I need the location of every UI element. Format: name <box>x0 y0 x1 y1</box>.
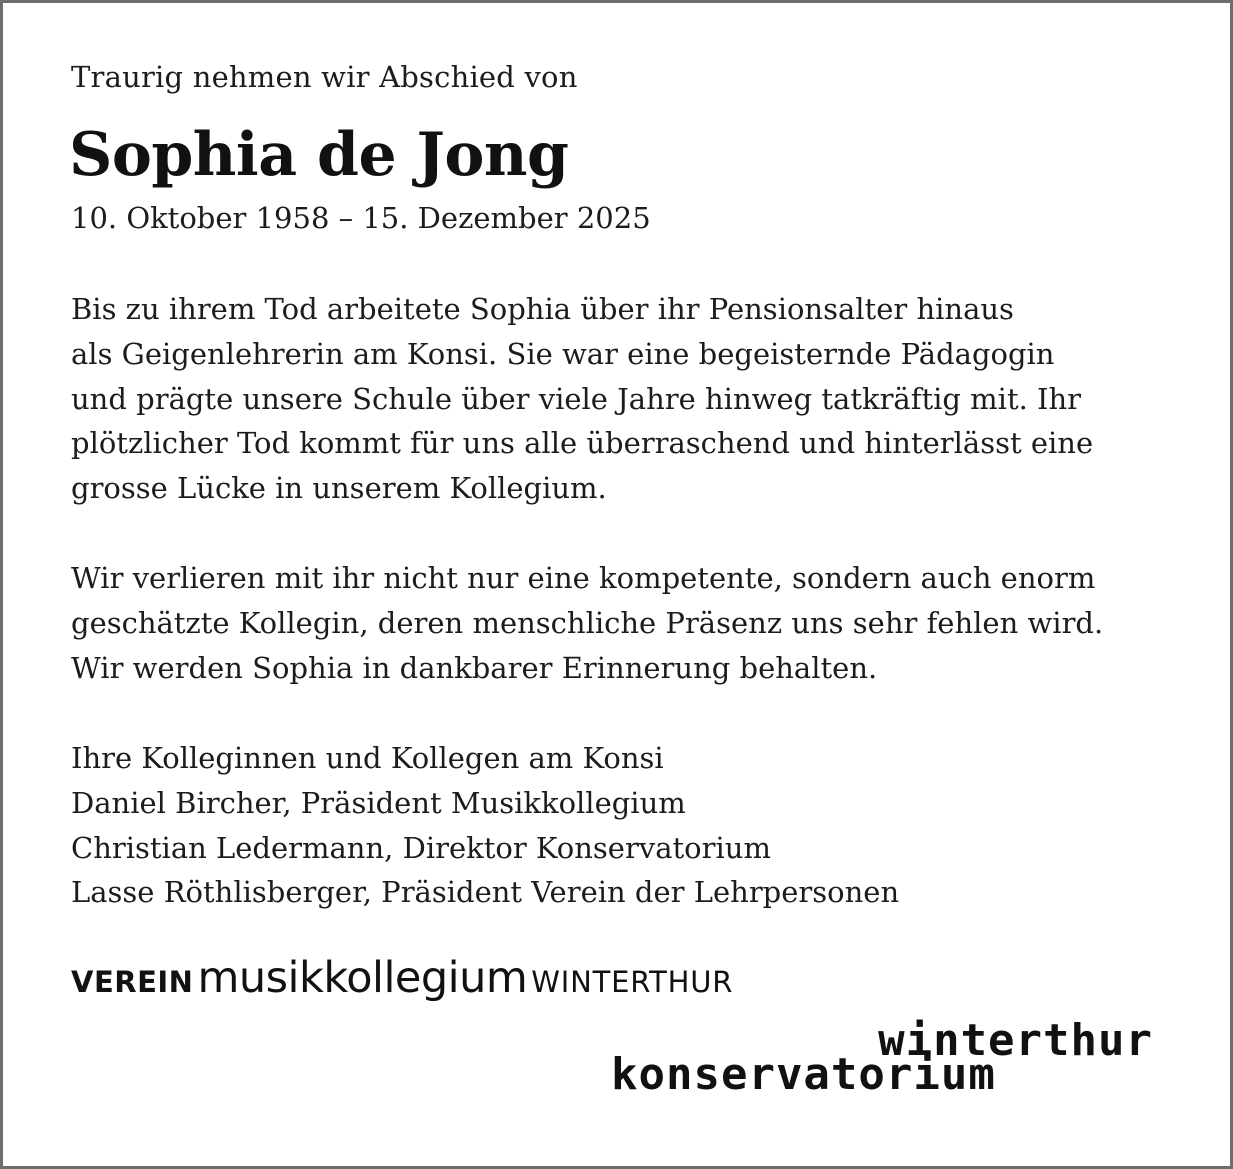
paragraph-line: als Geigenlehrerin am Konsi. Sie war eine begeisternde Pädagogin <box>71 336 1055 371</box>
deceased-name: Sophia de Jong <box>69 120 569 190</box>
life-dates: 10. Oktober 1958 – 15. Dezember 2025 <box>71 201 651 235</box>
paragraph-line: Wir verlieren mit ihr nicht nur eine kompetente, sondern auch enorm <box>71 561 1096 595</box>
logo-kons-konservatorium-text: konservatorium <box>611 1049 996 1100</box>
logo-verein-text: VEREIN <box>71 965 194 999</box>
paragraph-line: und prägte unsere Schule über viele Jahre hinweg tatkräftig mit. Ihr <box>71 381 1082 416</box>
paragraph-line: Wir werden Sophia in dankbarer Erinnerung behalten. <box>71 650 878 685</box>
paragraph-line: grosse Lücke in unserem Kollegium. <box>71 471 607 506</box>
logo-kons-winterthur-text: winterthur <box>878 1015 1153 1066</box>
paragraph-line: plötzlicher Tod kommt für uns alle überraschend und hinterlässt eine <box>71 426 1094 461</box>
logo-winterthur-text: WINTERTHUR <box>531 965 734 999</box>
paragraph-tribute <box>71 556 1103 690</box>
logo-musikkollegium-text: musikkollegium <box>197 953 528 1003</box>
signer-line: Daniel Bircher, Präsident Musikkollegium <box>71 785 686 820</box>
signer-line: Christian Ledermann, Direktor Konservatorium <box>71 830 771 865</box>
intro-text: Traurig nehmen wir Abschied von <box>71 60 578 94</box>
signer-line: Lasse Röthlisberger, Präsident Verein der Lehrpersonen <box>71 875 900 910</box>
paragraph-line: geschätzte Kollegin, deren menschliche Präsenz uns sehr fehlen wird. <box>71 605 1104 640</box>
musikkollegium-logo <box>71 953 733 1007</box>
paragraph-line: Bis zu ihrem Tod arbeitete Sophia über ihr Pensionsalter hinaus <box>71 292 1014 326</box>
konservatorium-logo <box>607 1015 1167 1105</box>
signers-list <box>71 736 899 915</box>
paragraph-career <box>71 287 1093 511</box>
signer-line: Ihre Kolleginnen und Kollegen am Konsi <box>71 741 664 775</box>
